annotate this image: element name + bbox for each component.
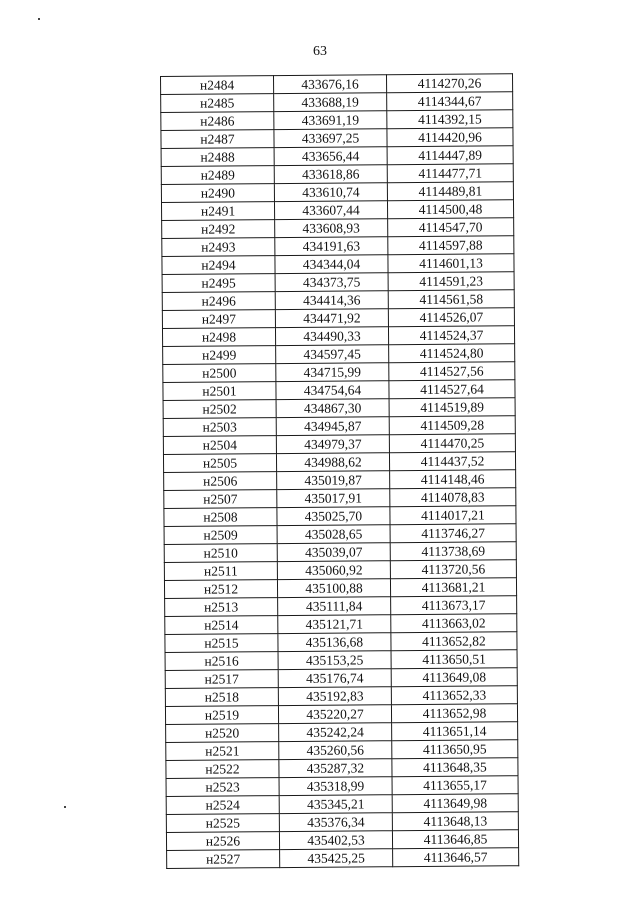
x-coordinate-cell: 435176,74 [278,669,391,688]
y-coordinate-cell: 4113646,57 [393,848,519,867]
x-coordinate-cell: 435192,83 [278,687,391,706]
scan-speck [64,806,66,808]
x-coordinate-cell: 433610,74 [274,183,387,202]
point-id-cell: н2485 [161,94,274,113]
table-row [163,416,515,437]
table-row [161,110,513,131]
point-id-cell: н2507 [164,490,277,509]
y-coordinate-cell: 4114597,88 [388,236,514,255]
y-coordinate-cell: 4113649,98 [392,794,518,813]
point-id-cell: н2524 [166,796,279,815]
point-id-cell: н2526 [166,832,279,851]
point-id-cell: н2488 [161,148,274,167]
point-id-cell: н2523 [166,778,279,797]
point-id-cell: н2510 [164,544,277,563]
table-row [164,488,516,509]
y-coordinate-cell: 4113651,14 [392,722,518,741]
x-coordinate-cell: 435376,34 [279,813,392,832]
x-coordinate-cell: 434191,63 [275,237,388,256]
x-coordinate-cell: 434344,04 [275,255,388,274]
table-row [161,128,513,149]
table-row [165,704,517,725]
y-coordinate-cell: 4113649,08 [391,668,517,687]
point-id-cell: н2514 [165,616,278,635]
point-id-cell: н2518 [165,688,278,707]
y-coordinate-cell: 4114500,48 [387,200,513,219]
point-id-cell: н2527 [167,850,280,869]
y-coordinate-cell: 4113650,95 [392,740,518,759]
x-coordinate-cell: 435060,92 [277,561,390,580]
point-id-cell: н2515 [165,634,278,653]
x-coordinate-cell: 435287,32 [279,759,392,778]
table-row [164,560,516,581]
table-row [163,398,515,419]
table-row [164,542,516,563]
x-coordinate-cell: 435025,70 [277,507,390,526]
x-coordinate-cell: 433607,44 [274,201,387,220]
table-row [166,776,518,797]
point-id-cell: н2487 [161,130,274,149]
x-coordinate-cell: 434414,36 [275,291,388,310]
table-row [163,434,515,455]
table-row [162,254,514,275]
table-row [165,668,517,689]
y-coordinate-cell: 4114591,23 [388,272,514,291]
x-coordinate-cell: 433676,16 [274,75,387,94]
table-row [165,650,517,671]
y-coordinate-cell: 4114509,28 [389,416,515,435]
coordinates-table-body [161,74,519,869]
x-coordinate-cell: 434988,62 [276,453,389,472]
point-id-cell: н2499 [163,346,276,365]
table-row [162,236,514,257]
x-coordinate-cell: 433688,19 [274,93,387,112]
x-coordinate-cell: 435242,24 [279,723,392,742]
y-coordinate-cell: 4113746,27 [390,524,516,543]
x-coordinate-cell: 433656,44 [274,147,387,166]
x-coordinate-cell: 435260,56 [279,741,392,760]
y-coordinate-cell: 4114270,26 [386,74,512,93]
y-coordinate-cell: 4114547,70 [388,218,514,237]
table-row [166,830,518,851]
y-coordinate-cell: 4113648,35 [392,758,518,777]
point-id-cell: н2496 [162,292,275,311]
table-row [162,290,514,311]
x-coordinate-cell: 433618,86 [274,165,387,184]
y-coordinate-cell: 4113646,85 [392,830,518,849]
table-row [161,182,513,203]
y-coordinate-cell: 4113650,51 [391,650,517,669]
point-id-cell: н2504 [163,436,276,455]
y-coordinate-cell: 4114392,15 [387,110,513,129]
y-coordinate-cell: 4114437,52 [389,452,515,471]
table-row [162,326,514,347]
point-id-cell: н2516 [165,652,278,671]
point-id-cell: н2519 [165,706,278,725]
x-coordinate-cell: 434867,30 [276,399,389,418]
x-coordinate-cell: 435402,53 [279,831,392,850]
y-coordinate-cell: 4114519,89 [389,398,515,417]
y-coordinate-cell: 4114527,64 [389,380,515,399]
x-coordinate-cell: 435318,99 [279,777,392,796]
point-id-cell: н2503 [163,418,276,437]
x-coordinate-cell: 435345,21 [279,795,392,814]
table-row [166,722,518,743]
y-coordinate-cell: 4113673,17 [391,596,517,615]
x-coordinate-cell: 434945,87 [276,417,389,436]
table-row [165,686,517,707]
table-row [165,596,517,617]
x-coordinate-cell: 435220,27 [278,705,391,724]
y-coordinate-cell: 4114489,81 [387,182,513,201]
page-number: 63 [313,44,327,59]
point-id-cell: н2522 [166,760,279,779]
table-row [165,632,517,653]
table-row [162,272,514,293]
table-row [164,506,516,527]
point-id-cell: н2494 [162,256,275,275]
point-id-cell: н2517 [165,670,278,689]
point-id-cell: н2486 [161,112,274,131]
point-id-cell: н2490 [161,184,274,203]
y-coordinate-cell: 4114148,46 [390,470,516,489]
x-coordinate-cell: 434979,37 [276,435,389,454]
table-row [161,74,513,95]
y-coordinate-cell: 4114477,71 [387,164,513,183]
point-id-cell: н2500 [163,364,276,383]
y-coordinate-cell: 4113652,98 [391,704,517,723]
x-coordinate-cell: 435039,07 [277,543,390,562]
table-row [163,344,515,365]
x-coordinate-cell: 435100,88 [277,579,390,598]
x-coordinate-cell: 434490,33 [275,327,388,346]
y-coordinate-cell: 4114447,89 [387,146,513,165]
x-coordinate-cell: 435028,65 [277,525,390,544]
x-coordinate-cell: 433697,25 [274,129,387,148]
point-id-cell: н2492 [162,220,275,239]
y-coordinate-cell: 4113681,21 [390,578,516,597]
y-coordinate-cell: 4114524,80 [389,344,515,363]
point-id-cell: н2512 [164,580,277,599]
scan-speck [38,18,40,20]
point-id-cell: н2505 [163,454,276,473]
point-id-cell: н2511 [164,562,277,581]
x-coordinate-cell: 433608,93 [275,219,388,238]
point-id-cell: н2513 [165,598,278,617]
x-coordinate-cell: 435136,68 [278,633,391,652]
table-row [161,164,513,185]
point-id-cell: н2497 [162,310,275,329]
y-coordinate-cell: 4114526,07 [388,308,514,327]
y-coordinate-cell: 4113655,17 [392,776,518,795]
table-row [161,146,513,167]
y-coordinate-cell: 4114470,25 [389,434,515,453]
y-coordinate-cell: 4113663,02 [391,614,517,633]
table-row [166,812,518,833]
point-id-cell: н2491 [161,202,274,221]
y-coordinate-cell: 4113652,82 [391,632,517,651]
x-coordinate-cell: 435019,87 [277,471,390,490]
x-coordinate-cell: 435111,84 [278,597,391,616]
point-id-cell: н2493 [162,238,275,257]
x-coordinate-cell: 434715,99 [276,363,389,382]
table-row [162,308,514,329]
point-id-cell: н2508 [164,508,277,527]
x-coordinate-cell: 434597,45 [276,345,389,364]
table-row [165,614,517,635]
x-coordinate-cell: 435153,25 [278,651,391,670]
x-coordinate-cell: 435017,91 [277,489,390,508]
point-id-cell: н2501 [163,382,276,401]
x-coordinate-cell: 435121,71 [278,615,391,634]
table-row [164,524,516,545]
table-row [162,218,514,239]
y-coordinate-cell: 4113648,13 [392,812,518,831]
point-id-cell: н2506 [164,472,277,491]
table-row [167,848,519,869]
x-coordinate-cell: 434471,92 [275,309,388,328]
y-coordinate-cell: 4114527,56 [389,362,515,381]
table-row [161,200,513,221]
y-coordinate-cell: 4114561,58 [388,290,514,309]
y-coordinate-cell: 4114601,13 [388,254,514,273]
x-coordinate-cell: 434754,64 [276,381,389,400]
x-coordinate-cell: 435425,25 [280,849,393,868]
table-row [164,578,516,599]
point-id-cell: н2521 [166,742,279,761]
y-coordinate-cell: 4114017,21 [390,506,516,525]
point-id-cell: н2495 [162,274,275,293]
table-row [163,452,515,473]
coordinates-table [160,73,519,869]
y-coordinate-cell: 4113738,69 [390,542,516,561]
point-id-cell: н2484 [161,76,274,95]
point-id-cell: н2509 [164,526,277,545]
y-coordinate-cell: 4113720,56 [390,560,516,579]
y-coordinate-cell: 4113652,33 [391,686,517,705]
point-id-cell: н2520 [166,724,279,743]
table-row [163,380,515,401]
table-row [166,794,518,815]
y-coordinate-cell: 4114524,37 [388,326,514,345]
point-id-cell: н2498 [162,328,275,347]
point-id-cell: н2489 [161,166,274,185]
y-coordinate-cell: 4114344,67 [387,92,513,111]
point-id-cell: н2502 [163,400,276,419]
table-row [163,362,515,383]
table-row [164,470,516,491]
table-row [161,92,513,113]
table-row [166,740,518,761]
table-row [166,758,518,779]
y-coordinate-cell: 4114078,83 [390,488,516,507]
y-coordinate-cell: 4114420,96 [387,128,513,147]
point-id-cell: н2525 [166,814,279,833]
x-coordinate-cell: 434373,75 [275,273,388,292]
x-coordinate-cell: 433691,19 [274,111,387,130]
